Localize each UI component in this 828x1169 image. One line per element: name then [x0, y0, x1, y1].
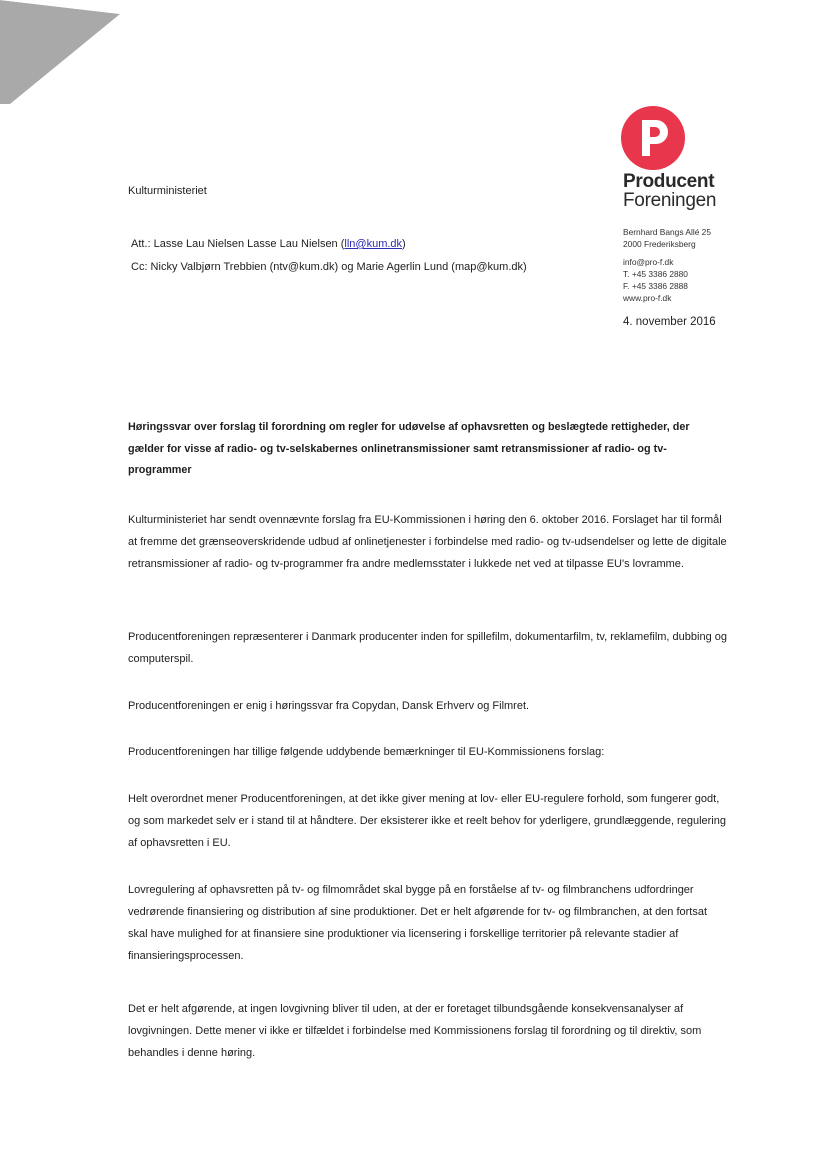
att-suffix: ) — [402, 238, 406, 250]
brand-line-1: Producent — [623, 171, 715, 192]
body-paragraph: Producentforeningen er enig i høringssvar fra Copydan, Dansk Erhverv og Filmret. — [128, 700, 530, 712]
producentforeningen-logo-icon — [620, 105, 686, 171]
contact-website: www.pro-f.dk — [623, 293, 672, 303]
body-paragraph: Kulturministeriet har sendt ovennævnte forslag fra EU-Kommissionen i høring den 6. oktober 2016. Forslaget har til formål at fremme det grænseoverskridende udbud af onlinetjenester i forbindelse med radio- og tv-udsendelser og lette de digitale retransmissioner af radio- og tv-programmer fra andre medlemsstater i lukkede net ved at tilpasse EU's lovramme. — [128, 514, 727, 570]
brand-name — [623, 172, 716, 210]
contact-phone: T. +45 3386 2880 — [623, 269, 688, 279]
cc-line: Cc: Nicky Valbjørn Trebbien (ntv@kum.dk) og Marie Agerlin Lund (map@kum.dk) — [131, 261, 527, 273]
scan-corner-fold — [0, 0, 130, 110]
att-line — [131, 233, 406, 255]
body-paragraph: Lovregulering af ophavsretten på tv- og filmområdet skal bygge på en forståelse af tv- og filmbranchens udfordringer vedrørende finansiering og distribution af sine produktioner. Det er helt afgørende for tv- og filmbranchen, at den fortsat skal have mulighed for at finansiere sine produktioner via licensering i forskellige territorier på relevante stadier af finansieringsprocessen. — [128, 884, 708, 962]
contact-email: info@pro-f.dk — [623, 257, 674, 267]
letter-date: 4. november 2016 — [623, 316, 716, 328]
body-paragraph: Det er helt afgørende, at ingen lovgivning bliver til uden, at der er foretaget tilbundsgående konsekvensanalyser af lovgivningen. Dette mener vi ikke er tilfældet i forbindelse med Kommissionens forslag til forordning og til direktiv, som behandles i denne høring. — [128, 1003, 702, 1059]
sender-contact — [623, 256, 688, 304]
contact-fax: F. +45 3386 2888 — [623, 281, 688, 291]
body-paragraph: Helt overordnet mener Producentforeningen, at det ikke giver mening at lov- eller EU-regulere forhold, som fungerer godt, og som markedet selv er i stand til at håndtere. Der eksisterer ikke et reelt behov for yderligere, grundlæggende, regulering af ophavsretten i EU. — [128, 793, 726, 849]
att-prefix: Att.: Lasse Lau Nielsen Lasse Lau Nielsen ( — [131, 238, 345, 250]
address-line: Bernhard Bangs Allé 25 — [623, 227, 711, 237]
body-paragraph: Producentforeningen har tillige følgende uddybende bemærkninger til EU-Kommissionens forslag: — [128, 746, 605, 758]
document-title: Høringssvar over forslag til forordning om regler for udøvelse af ophavsretten og beslægtede rettigheder, der gælder for visse af radio- og tv-selskabernes onlinetransmissioner samt retransmissioner af radio- og tv-programmer — [128, 421, 690, 476]
sender-address — [623, 226, 711, 250]
brand-line-2: Foreningen — [623, 190, 717, 211]
att-email-link[interactable]: lln@kum.dk — [344, 238, 403, 250]
address-line: 2000 Frederiksberg — [623, 239, 696, 249]
body-paragraph: Producentforeningen repræsenterer i Danmark producenter inden for spillefilm, dokumentarfilm, tv, reklamefilm, dubbing og computerspil. — [128, 631, 727, 665]
recipient: Kulturministeriet — [128, 185, 207, 197]
